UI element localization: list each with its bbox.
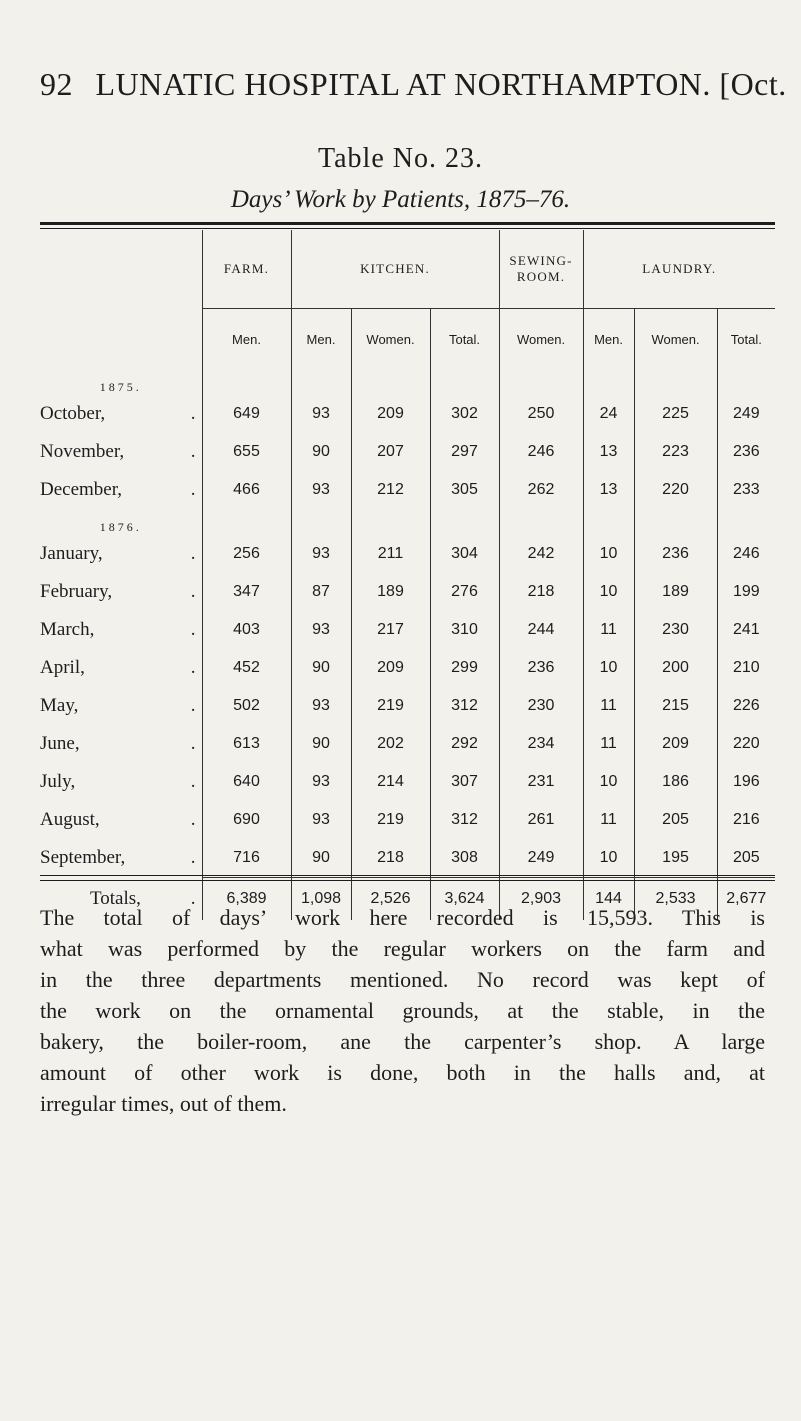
month-label: June,	[40, 733, 80, 754]
cell-sewing-women: 230	[499, 687, 583, 725]
month-label: September,	[40, 847, 126, 869]
cell-farm-men: 640	[202, 763, 291, 801]
cell-laundry-total: 220	[717, 725, 775, 763]
cell-laundry-total: 216	[717, 801, 775, 839]
cell-laundry-women: 200	[634, 649, 717, 687]
month-label: October,	[40, 403, 106, 424]
empty-cell	[499, 509, 583, 535]
cell-kitchen-women: 207	[351, 433, 430, 471]
cell-laundry-total: 233	[717, 471, 775, 509]
cell-farm-men: 256	[202, 535, 291, 573]
row-label	[40, 395, 202, 433]
leader-dot: .	[190, 619, 196, 640]
cell-laundry-total: 199	[717, 573, 775, 611]
empty-cell	[291, 509, 351, 535]
cell-kitchen-men: 93	[291, 801, 351, 839]
cell-farm-men: 716	[202, 839, 291, 878]
cell-kitchen-men: 90	[291, 649, 351, 687]
cell-kitchen-total: 302	[430, 395, 499, 433]
cell-kitchen-men: 1,098	[291, 878, 351, 921]
cell-laundry-women: 215	[634, 687, 717, 725]
cell-kitchen-men: 87	[291, 573, 351, 611]
cell-kitchen-women: 211	[351, 535, 430, 573]
cell-kitchen-total: 3,624	[430, 878, 499, 921]
cell-laundry-total: 236	[717, 433, 775, 471]
cell-kitchen-women: 189	[351, 573, 430, 611]
month-label: February,	[40, 581, 113, 602]
cell-kitchen-men: 90	[291, 725, 351, 763]
cell-sewing-women: 262	[499, 471, 583, 509]
dept-laundry: LAUNDRY.	[583, 230, 775, 309]
cell-kitchen-women: 202	[351, 725, 430, 763]
table-row	[40, 611, 775, 649]
cell-farm-men: 502	[202, 687, 291, 725]
row-label	[40, 687, 202, 725]
days-work-table	[40, 230, 775, 920]
cell-kitchen-men: 93	[291, 471, 351, 509]
cell-sewing-women: 246	[499, 433, 583, 471]
empty-cell	[717, 369, 775, 395]
cell-laundry-women: 230	[634, 611, 717, 649]
cell-sewing-women: 242	[499, 535, 583, 573]
paragraph-line: what was performed by the regular workers on the farm and	[40, 936, 765, 961]
col-kitchen-women: Women.	[351, 309, 430, 370]
year-label: 1876.	[99, 520, 142, 534]
empty-cell	[634, 509, 717, 535]
month-label: December,	[40, 479, 123, 500]
bottom-rule-2	[40, 880, 775, 881]
leader-dot: .	[190, 887, 196, 909]
cell-farm-men: 452	[202, 649, 291, 687]
cell-kitchen-women: 219	[351, 801, 430, 839]
row-label	[40, 573, 202, 611]
cell-kitchen-women: 209	[351, 395, 430, 433]
table-row	[40, 839, 775, 878]
cell-laundry-women: 195	[634, 839, 717, 878]
cell-laundry-men: 10	[583, 649, 634, 687]
cell-sewing-women: 250	[499, 395, 583, 433]
cell-laundry-total: 226	[717, 687, 775, 725]
cell-sewing-women: 261	[499, 801, 583, 839]
cell-laundry-total: 2,677	[717, 878, 775, 921]
table-row	[40, 535, 775, 573]
leader-dot: .	[190, 695, 196, 716]
top-rule-thick	[40, 222, 775, 225]
paragraph-line: the work on the ornamental grounds, at the stable, in the	[40, 998, 765, 1023]
cell-farm-men: 347	[202, 573, 291, 611]
row-label	[40, 611, 202, 649]
cell-laundry-men: 24	[583, 395, 634, 433]
cell-laundry-women: 2,533	[634, 878, 717, 921]
cell-kitchen-women: 214	[351, 763, 430, 801]
year-label: 1875.	[99, 380, 142, 394]
cell-kitchen-total: 292	[430, 725, 499, 763]
paragraph-line: The total of days’ work here recorded is 15,593. This is	[40, 905, 765, 930]
empty-cell	[583, 369, 634, 395]
cell-farm-men: 613	[202, 725, 291, 763]
top-rule-thin	[40, 228, 775, 229]
paragraph-line: in the three departments mentioned. No record was kept of	[40, 967, 765, 992]
cell-kitchen-women: 217	[351, 611, 430, 649]
empty-cell	[717, 509, 775, 535]
table-row	[40, 471, 775, 509]
cell-laundry-total: 241	[717, 611, 775, 649]
cell-laundry-men: 11	[583, 611, 634, 649]
empty-cell	[202, 509, 291, 535]
table-row	[40, 763, 775, 801]
empty-cell	[430, 369, 499, 395]
row-label	[40, 801, 202, 839]
running-header	[40, 66, 787, 103]
row-label	[40, 725, 202, 763]
empty-cell	[351, 509, 430, 535]
cell-kitchen-total: 310	[430, 611, 499, 649]
running-title: LUNATIC HOSPITAL AT NORTHAMPTON.	[95, 66, 711, 102]
cell-laundry-men: 10	[583, 839, 634, 878]
leader-dot: .	[190, 479, 196, 500]
paragraph-line: irregular times, out of them.	[40, 1091, 287, 1116]
year-row	[40, 509, 775, 535]
cell-farm-men: 655	[202, 433, 291, 471]
month-label: August,	[40, 809, 100, 830]
cell-sewing-women: 231	[499, 763, 583, 801]
cell-sewing-women: 218	[499, 573, 583, 611]
cell-farm-men: 649	[202, 395, 291, 433]
cell-farm-men: 6,389	[202, 878, 291, 921]
table-row	[40, 649, 775, 687]
cell-laundry-women: 220	[634, 471, 717, 509]
table-row	[40, 573, 775, 611]
col-laundry-men: Men.	[583, 309, 634, 370]
cell-laundry-men: 11	[583, 725, 634, 763]
cell-laundry-men: 10	[583, 573, 634, 611]
cell-kitchen-men: 90	[291, 839, 351, 878]
cell-laundry-men: 13	[583, 471, 634, 509]
leader-dot: .	[190, 809, 196, 830]
row-label	[40, 839, 202, 878]
cell-laundry-total: 205	[717, 839, 775, 878]
month-label: May,	[40, 695, 79, 716]
cell-laundry-total: 210	[717, 649, 775, 687]
cell-farm-men: 466	[202, 471, 291, 509]
cell-farm-men: 690	[202, 801, 291, 839]
cell-kitchen-women: 219	[351, 687, 430, 725]
empty-cell	[291, 369, 351, 395]
col-farm-men: Men.	[202, 309, 291, 370]
table-title: Table No. 23.	[317, 143, 483, 174]
empty-cell	[583, 509, 634, 535]
body-paragraph	[40, 902, 765, 1119]
col-kitchen-total: Total.	[430, 309, 499, 370]
cell-laundry-women: 209	[634, 725, 717, 763]
table-subtitle: Days’ Work by Patients, 1875–76.	[230, 186, 571, 213]
table-row	[40, 725, 775, 763]
empty-cell	[351, 369, 430, 395]
cell-kitchen-women: 2,526	[351, 878, 430, 921]
table-row	[40, 433, 775, 471]
leader-dot: .	[190, 581, 196, 602]
month-label: January,	[40, 543, 103, 564]
cell-kitchen-total: 308	[430, 839, 499, 878]
cell-laundry-men: 10	[583, 763, 634, 801]
cell-kitchen-total: 304	[430, 535, 499, 573]
month-label: March,	[40, 619, 95, 640]
page-number: 92	[40, 66, 73, 102]
leader-dot: .	[190, 657, 196, 678]
empty-cell	[634, 369, 717, 395]
month-label: April,	[40, 657, 85, 678]
cell-sewing-women: 2,903	[499, 878, 583, 921]
cell-kitchen-women: 209	[351, 649, 430, 687]
cell-laundry-men: 144	[583, 878, 634, 921]
cell-sewing-women: 234	[499, 725, 583, 763]
cell-kitchen-total: 276	[430, 573, 499, 611]
col-laundry-women: Women.	[634, 309, 717, 370]
leader-dot: .	[190, 771, 196, 792]
cell-kitchen-total: 297	[430, 433, 499, 471]
leader-dot: .	[190, 441, 196, 462]
cell-kitchen-women: 218	[351, 839, 430, 878]
cell-laundry-women: 205	[634, 801, 717, 839]
cell-laundry-men: 13	[583, 433, 634, 471]
dept-kitchen: KITCHEN.	[291, 230, 499, 309]
leader-dot: .	[190, 733, 196, 754]
row-label	[40, 763, 202, 801]
row-label	[40, 649, 202, 687]
leader-dot: .	[190, 403, 196, 424]
cell-kitchen-men: 93	[291, 687, 351, 725]
cell-laundry-women: 223	[634, 433, 717, 471]
cell-laundry-men: 11	[583, 687, 634, 725]
table-row	[40, 395, 775, 433]
table-row	[40, 801, 775, 839]
row-label	[40, 433, 202, 471]
cell-sewing-women: 244	[499, 611, 583, 649]
empty-cell	[430, 509, 499, 535]
cell-kitchen-men: 93	[291, 535, 351, 573]
cell-laundry-total: 246	[717, 535, 775, 573]
column-header-row	[40, 309, 775, 370]
empty-cell	[202, 369, 291, 395]
running-month: [Oct.	[719, 66, 787, 102]
table-body	[40, 369, 775, 920]
bottom-rule-1	[40, 875, 775, 876]
cell-kitchen-men: 93	[291, 611, 351, 649]
cell-laundry-total: 196	[717, 763, 775, 801]
cell-kitchen-total: 312	[430, 801, 499, 839]
corner-cell	[40, 230, 202, 309]
month-label: November,	[40, 441, 125, 462]
cell-kitchen-men: 93	[291, 395, 351, 433]
cell-kitchen-men: 90	[291, 433, 351, 471]
cell-laundry-women: 236	[634, 535, 717, 573]
cell-laundry-total: 249	[717, 395, 775, 433]
month-label: July,	[40, 771, 76, 792]
paragraph-line: bakery, the boiler-room, ane the carpenter’s shop. A large	[40, 1029, 765, 1054]
cell-kitchen-total: 312	[430, 687, 499, 725]
leader-dot: .	[190, 847, 196, 869]
cell-laundry-men: 10	[583, 535, 634, 573]
dept-sewing-room: SEWING-ROOM.	[499, 230, 583, 309]
corner-cell-2	[40, 309, 202, 370]
leader-dot: .	[190, 543, 196, 564]
year-row	[40, 369, 775, 395]
department-header-row	[40, 230, 775, 309]
row-label	[40, 471, 202, 509]
cell-laundry-women: 225	[634, 395, 717, 433]
paragraph-line: amount of other work is done, both in the halls and, at	[40, 1060, 765, 1085]
dept-farm: FARM.	[202, 230, 291, 309]
table-row	[40, 687, 775, 725]
empty-cell	[499, 369, 583, 395]
col-sewing-women: Women.	[499, 309, 583, 370]
cell-kitchen-total: 305	[430, 471, 499, 509]
col-kitchen-men: Men.	[291, 309, 351, 370]
cell-laundry-men: 11	[583, 801, 634, 839]
cell-kitchen-total: 299	[430, 649, 499, 687]
month-label: Totals,	[90, 887, 141, 909]
col-laundry-total: Total.	[717, 309, 775, 370]
cell-sewing-women: 249	[499, 839, 583, 878]
cell-sewing-women: 236	[499, 649, 583, 687]
cell-kitchen-men: 93	[291, 763, 351, 801]
cell-kitchen-total: 307	[430, 763, 499, 801]
row-label	[40, 535, 202, 573]
cell-laundry-women: 189	[634, 573, 717, 611]
cell-laundry-women: 186	[634, 763, 717, 801]
cell-farm-men: 403	[202, 611, 291, 649]
cell-kitchen-women: 212	[351, 471, 430, 509]
